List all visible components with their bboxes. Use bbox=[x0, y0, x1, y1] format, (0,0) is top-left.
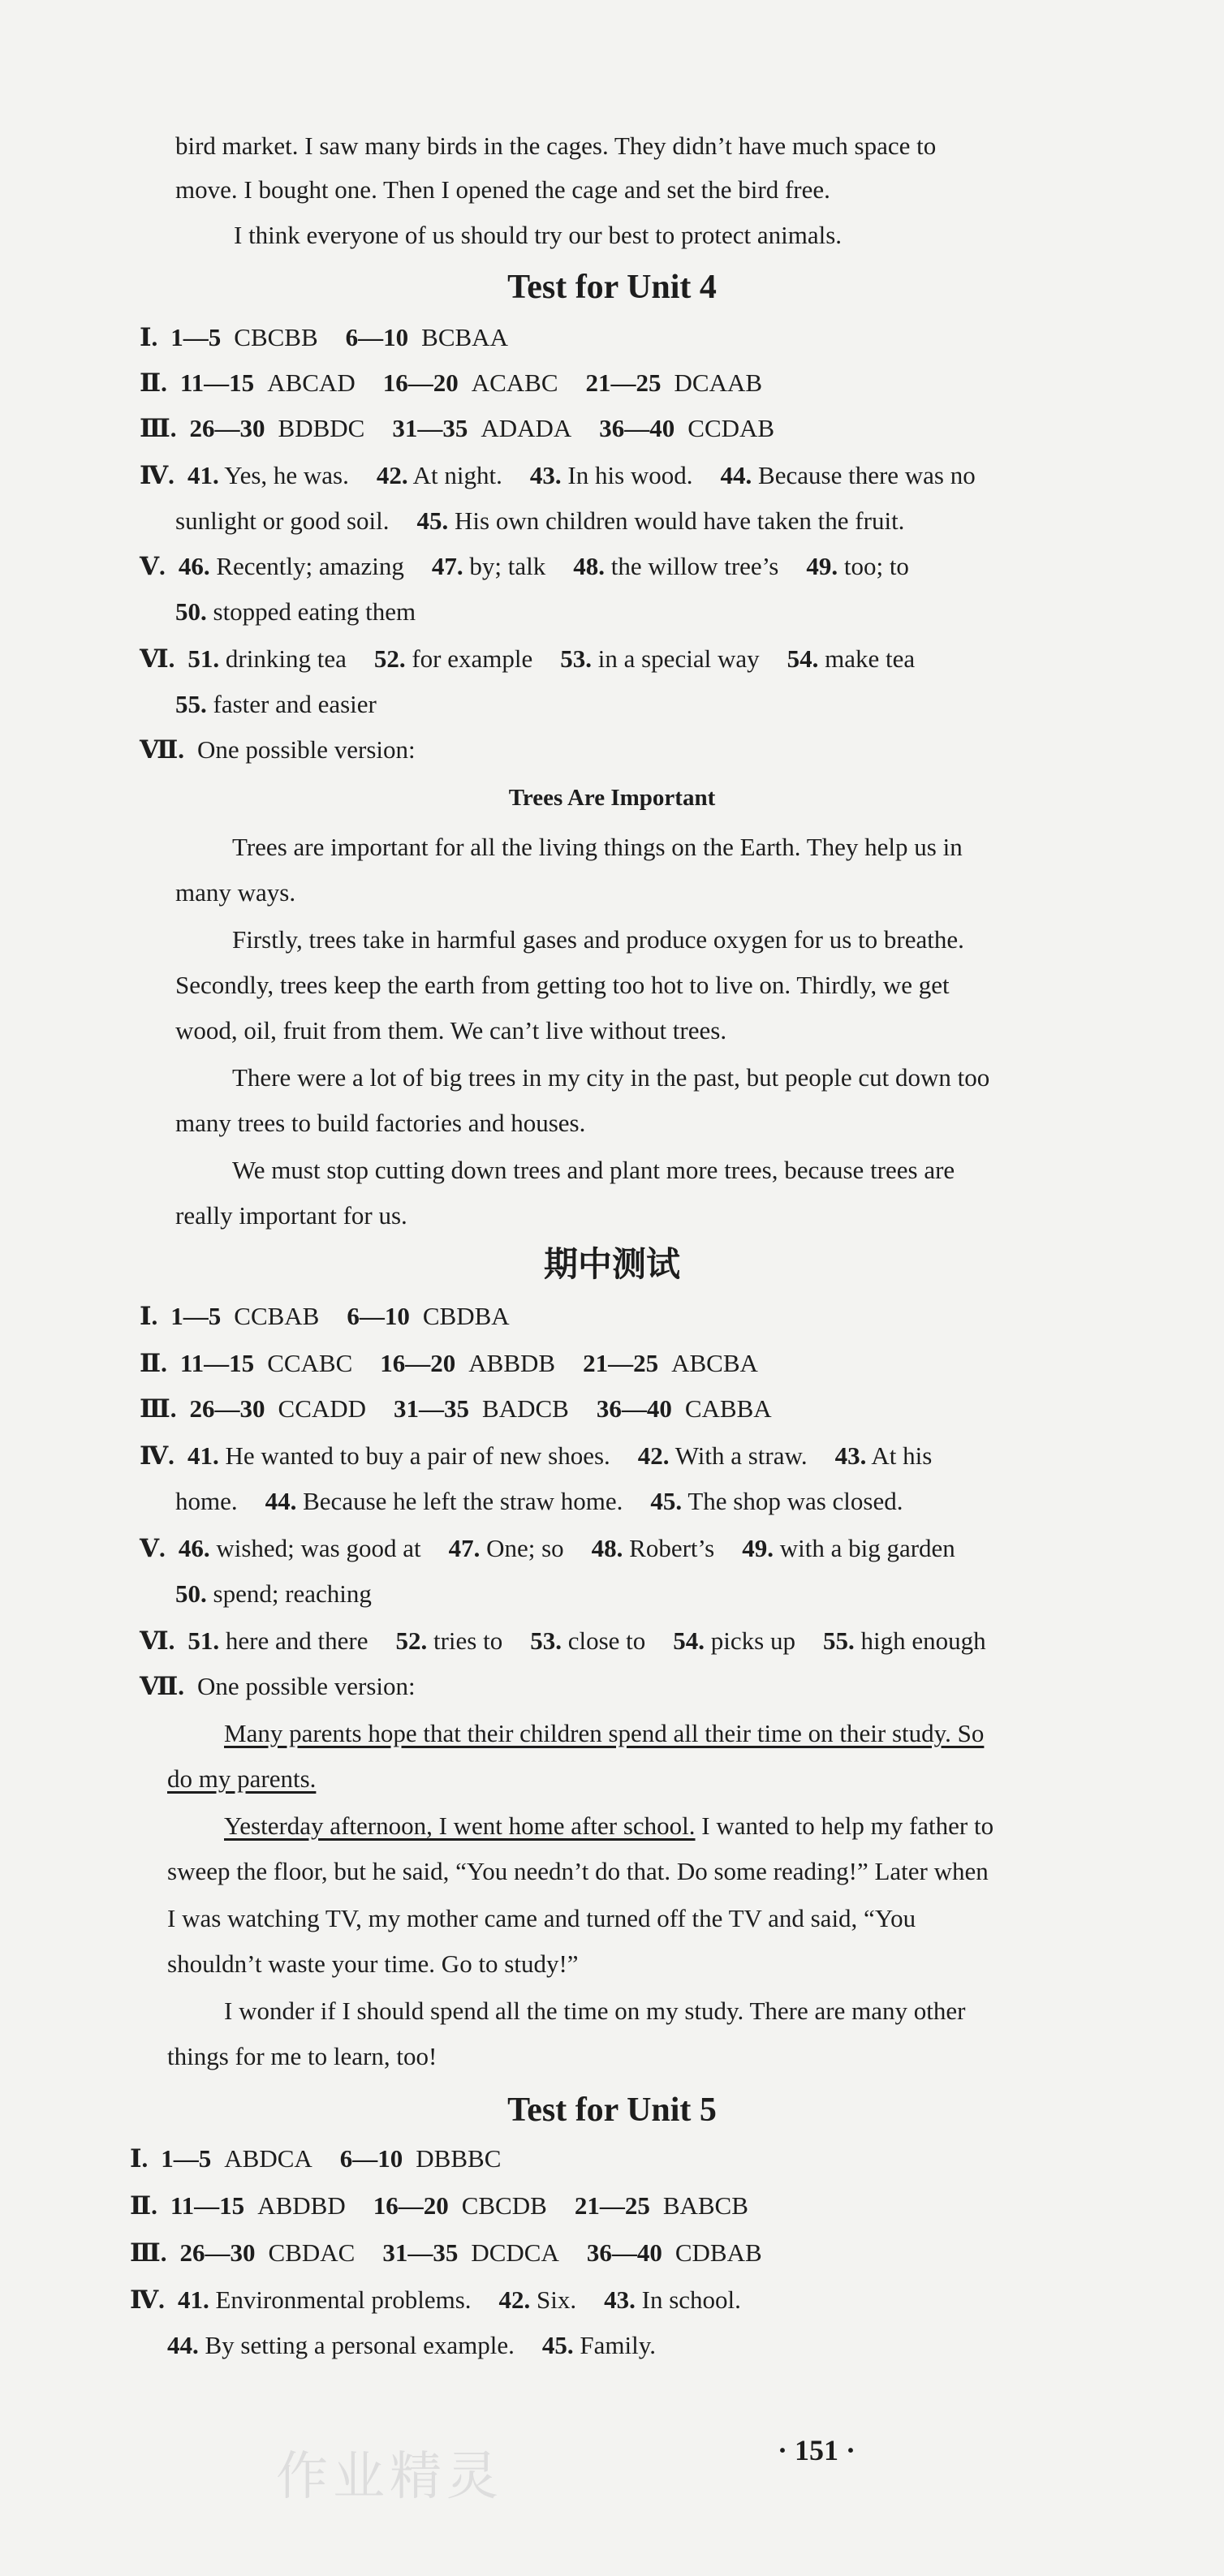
text-line: Trees are important for all the living things on the Earth. They help us in bbox=[232, 833, 963, 861]
text-line: Yesterday afternoon, I went home after school. I wanted to help my father to bbox=[224, 1811, 994, 1840]
page-number: · 151 · bbox=[778, 2434, 856, 2466]
answer-row: Ⅱ. 11—15 ABDBD 16—20 CBCDB 21—25 BABCB bbox=[130, 2191, 748, 2220]
answer-row: Ⅲ. 26—30 CBDAC 31—35 DCDCA 36—40 CDBAB bbox=[130, 2238, 762, 2267]
text-line: many trees to build factories and houses. bbox=[175, 1109, 586, 1137]
text-line: really important for us. bbox=[175, 1201, 407, 1230]
answer-row: Ⅴ. 46. wished; was good at 47. One; so 48. Robert’s 49. with a big garden bbox=[140, 1534, 955, 1562]
section-title-unit4: Test for Unit 4 bbox=[507, 269, 717, 306]
text-line: Firstly, trees take in harmful gases and produce oxygen for us to breathe. bbox=[232, 925, 964, 954]
answer-row: Ⅶ. One possible version: bbox=[140, 735, 416, 764]
text-line: move. I bought one. Then I opened the cage and set the bird free. bbox=[175, 175, 830, 204]
essay-title: Trees Are Important bbox=[508, 785, 716, 811]
text-line: I think everyone of us should try our best to protect animals. bbox=[234, 221, 843, 249]
answer-row: Ⅵ. 51. drinking tea 52. for example 53. in a special way 54. make tea bbox=[140, 644, 916, 673]
text-line: things for me to learn, too! bbox=[167, 2042, 437, 2070]
answer-row: Ⅲ. 26—30 CCADD 31—35 BADCB 36—40 CABBA bbox=[140, 1394, 772, 1423]
answer-row: Ⅳ. 41. He wanted to buy a pair of new shoes. 42. With a straw. 43. At his bbox=[140, 1441, 933, 1470]
text-line: I wonder if I should spend all the time on my study. There are many other bbox=[224, 1997, 966, 2025]
text-line: do my parents. bbox=[167, 1764, 317, 1793]
answer-row: Ⅳ. 41. Environmental problems. 42. Six. 43. In school. bbox=[130, 2285, 741, 2314]
answer-row: 44. By setting a personal example. 45. Family. bbox=[167, 2331, 656, 2359]
answer-row: Ⅰ. 1—5 CCBAB 6—10 CBDBA bbox=[140, 1302, 510, 1330]
answer-row: Ⅲ. 26—30 BDBDC 31—35 ADADA 36—40 CCDAB bbox=[140, 414, 775, 442]
text-line: I was watching TV, my mother came and turned off the TV and said, “You bbox=[167, 1904, 916, 1932]
answer-row: Ⅵ. 51. here and there 52. tries to 53. close to 54. picks up 55. high enough bbox=[140, 1626, 986, 1655]
answer-row: home. 44. Because he left the straw home. 45. The shop was closed. bbox=[175, 1487, 903, 1515]
text-line: There were a lot of big trees in my city in the past, but people cut down too bbox=[232, 1063, 990, 1092]
section-title-midterm: 期中测试 bbox=[543, 1244, 680, 1284]
answer-row: sunlight or good soil. 45. His own children would have taken the fruit. bbox=[175, 506, 905, 535]
text-line: many ways. bbox=[175, 878, 296, 907]
answer-row: 50. stopped eating them bbox=[175, 597, 416, 626]
text-line: Secondly, trees keep the earth from getting too hot to live on. Thirdly, we get bbox=[175, 971, 950, 999]
answer-row: Ⅰ. 1—5 ABDCA 6—10 DBBBC bbox=[130, 2144, 502, 2173]
text-line: Many parents hope that their children spend all their time on their study. So bbox=[224, 1719, 985, 1747]
text-line: We must stop cutting down trees and plant more trees, because trees are bbox=[232, 1156, 955, 1184]
answer-row: Ⅳ. 41. Yes, he was. 42. At night. 43. In his wood. 44. Because there was no bbox=[140, 461, 976, 489]
text-line: wood, oil, fruit from them. We can’t live without trees. bbox=[175, 1016, 727, 1045]
answer-row: Ⅰ. 1—5 CBCBB 6—10 BCBAA bbox=[140, 323, 508, 351]
answer-row: Ⅱ. 11—15 ABCAD 16—20 ACABC 21—25 DCAAB bbox=[140, 368, 763, 397]
watermark: 作业精灵 bbox=[276, 2447, 503, 2507]
text-line: sweep the floor, but he said, “You needn’t do that. Do some reading!” Later when bbox=[167, 1857, 989, 1885]
answer-row: Ⅱ. 11—15 CCABC 16—20 ABBDB 21—25 ABCBA bbox=[140, 1349, 758, 1377]
text-line: shouldn’t waste your time. Go to study!” bbox=[167, 1949, 579, 1978]
answer-row: 50. spend; reaching bbox=[175, 1579, 372, 1608]
answer-row: 55. faster and easier bbox=[175, 690, 377, 718]
section-title-unit5: Test for Unit 5 bbox=[507, 2091, 717, 2129]
text-line: bird market. I saw many birds in the cages. They didn’t have much space to bbox=[175, 131, 937, 160]
answer-row: Ⅴ. 46. Recently; amazing 47. by; talk 48. the willow tree’s 49. too; to bbox=[140, 552, 909, 580]
answer-row: Ⅶ. One possible version: bbox=[140, 1672, 416, 1700]
